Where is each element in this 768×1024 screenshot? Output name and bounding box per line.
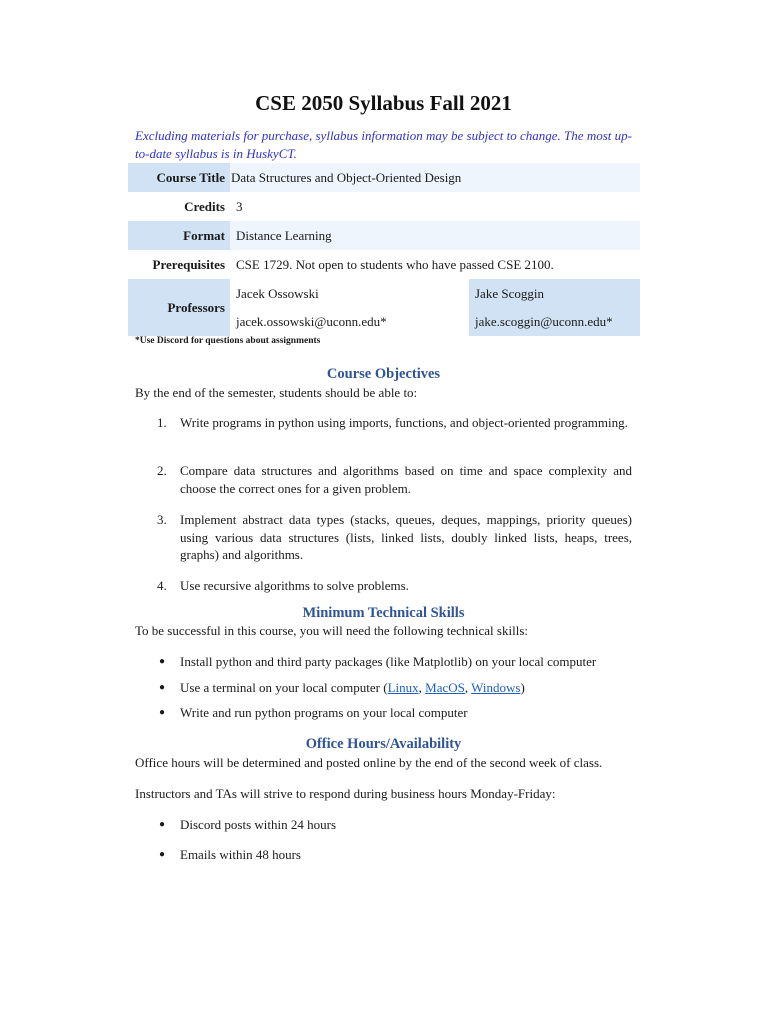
technical-skills-heading: Minimum Technical Skills bbox=[302, 605, 465, 621]
list-number: 2. bbox=[157, 463, 167, 478]
bullet-icon: ● bbox=[159, 682, 166, 693]
course-title-label: Course Title bbox=[128, 163, 230, 192]
objectives-intro: By the end of the semester, students should be able to: bbox=[135, 385, 418, 400]
list-text: Compare data structures and algorithms based on time and space complexity and choose the correct ones for a given problem. bbox=[180, 463, 632, 496]
course-title-row bbox=[128, 163, 640, 192]
discord-footnote: *Use Discord for questions about assignments bbox=[135, 336, 321, 346]
list-text bbox=[180, 679, 632, 697]
office-hours-heading: Office Hours/Availability bbox=[305, 736, 462, 752]
professor-1-name: Jacek Ossowski bbox=[236, 285, 319, 301]
course-title-value: Data Structures and Object-Oriented Design bbox=[230, 163, 640, 192]
format-label: Format bbox=[128, 221, 230, 250]
list-text: Write programs in python using imports, functions, and object-oriented programming. bbox=[180, 415, 628, 430]
linux-link[interactable]: Linux bbox=[387, 680, 419, 695]
page-title: CSE 2050 Syllabus Fall 2021 bbox=[255, 91, 512, 115]
list-text: Write and run python programs on your local computer bbox=[180, 705, 468, 720]
credits-label: Credits bbox=[184, 198, 225, 214]
professors-row bbox=[128, 279, 640, 336]
office-hours-paragraph: Office hours will be determined and posted online by the end of the second week of class. bbox=[135, 755, 603, 770]
list-number: 1. bbox=[157, 415, 167, 430]
professor-1-email: jacek.ossowski@uconn.edu* bbox=[236, 313, 387, 329]
professor-2 bbox=[469, 279, 640, 336]
response-time-paragraph: Instructors and TAs will strive to respond during business hours Monday-Friday: bbox=[135, 786, 556, 801]
bullet-icon: ● bbox=[159, 849, 166, 860]
windows-link[interactable]: Windows bbox=[471, 680, 521, 695]
skills-intro: To be successful in this course, you will need the following technical skills: bbox=[135, 623, 528, 638]
syllabus-page bbox=[135, 0, 632, 862]
prerequisites-value: CSE 1729. Not open to students who have passed CSE 2100. bbox=[236, 256, 554, 272]
link-separator: , bbox=[418, 680, 426, 695]
list-text: Discord posts within 24 hours bbox=[180, 817, 336, 832]
format-row bbox=[128, 221, 640, 250]
bullet-icon: ● bbox=[159, 656, 166, 667]
list-text: Install python and third party packages (like Matplotlib) on your local computer bbox=[180, 654, 597, 669]
prerequisites-row bbox=[128, 250, 640, 279]
list-text: Implement abstract data types (stacks, queues, deques, mappings, priority queues) using various data structures (lists, linked lists, doubly linked lists, heaps, trees, graphs) and algorithms. bbox=[180, 512, 632, 562]
credits-value: 3 bbox=[236, 198, 243, 214]
list-text: Emails within 48 hours bbox=[180, 847, 301, 862]
list-number: 3. bbox=[157, 512, 167, 527]
format-value: Distance Learning bbox=[230, 221, 640, 250]
bullet-icon: ● bbox=[159, 819, 166, 830]
disclaimer-note: Excluding materials for purchase, syllabus information may be subject to change. The most up-to-date syllabus is in HuskyCT. bbox=[135, 128, 632, 161]
course-info-table bbox=[128, 163, 640, 336]
bullet-icon: ● bbox=[159, 707, 166, 718]
terminal-text-prefix: Use a terminal on your local computer ( bbox=[180, 680, 388, 695]
list-number: 4. bbox=[157, 578, 167, 593]
terminal-text-suffix: ) bbox=[520, 680, 525, 695]
course-objectives-heading: Course Objectives bbox=[326, 366, 441, 382]
macos-link[interactable]: MacOS bbox=[425, 680, 465, 695]
link-separator: , bbox=[464, 680, 472, 695]
list-text: Use recursive algorithms to solve problems. bbox=[180, 578, 409, 593]
professor-2-name: Jake Scoggin bbox=[475, 285, 544, 301]
prerequisites-label: Prerequisites bbox=[152, 256, 225, 272]
professor-1 bbox=[230, 279, 469, 336]
professor-2-email: jake.scoggin@uconn.edu* bbox=[475, 313, 613, 329]
credits-row bbox=[128, 192, 640, 221]
professors-label: Professors bbox=[128, 279, 230, 336]
